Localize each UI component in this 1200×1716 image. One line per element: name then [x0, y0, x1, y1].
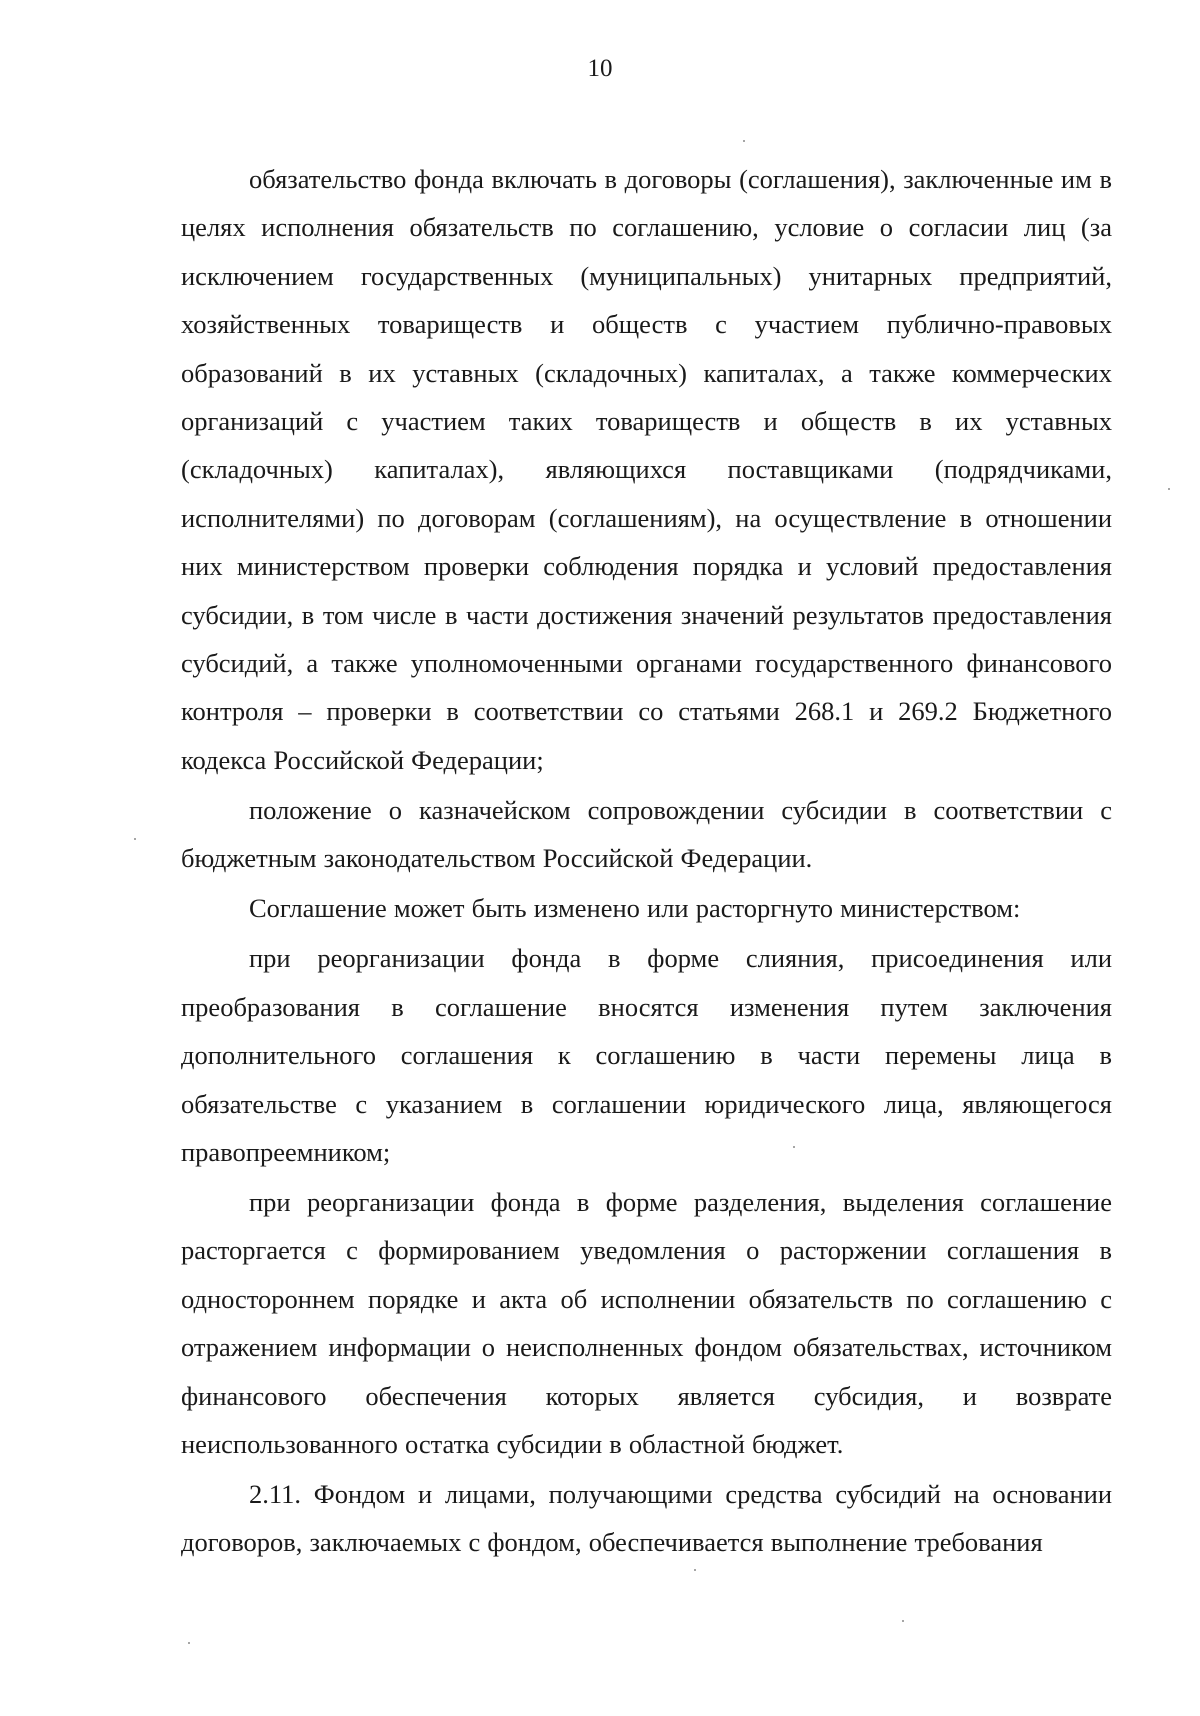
paragraph-agreement-change: Соглашение может быть изменено или расторгнуто министерством:: [249, 893, 1021, 924]
scan-speck: [188, 1642, 190, 1644]
scan-speck: [134, 838, 136, 840]
scan-speck: [1168, 488, 1170, 490]
page-number: 10: [587, 55, 613, 82]
scan-speck: [793, 1146, 795, 1148]
scan-speck: [902, 1620, 904, 1622]
paragraph-division-reorganization: при реорганизации фонда в форме разделения, выделения соглашение расторгается с формированием уведомления о расторжении соглашения в одностороннем порядке и акта об исполнении обязательств по соглашению с отражением информации о неисполненных фондом обязательствах, источником финансового обеспечения которых является субсидия, и возврате неиспользованного остатка субсидии в областной бюджет.: [181, 1186, 1112, 1459]
document-body: [181, 155, 1112, 1568]
paragraph-treasury-support: положение о казначейском сопровождении субсидии в соответствии с бюджетным законодательством Российской Федерации.: [181, 794, 1112, 874]
paragraph-fund-obligation: обязательство фонда включать в договоры (соглашения), заключенные им в целях исполнения обязательств по соглашению, условие о согласии лиц (за исключением государственных (муниципальных) унитарных предприятий, хозяйственных товариществ и обществ с участием публично-правовых образований в их уставных (складочных) капиталах, а также коммерческих организаций с участием таких товариществ и обществ в их уставных (складочных) капиталах), являющихся поставщиками (подрядчиками, исполнителями) по договорам (соглашениям), на осуществление в отношении них министерством проверки соблюдения порядка и условий предоставления субсидии, в том числе в части достижения значений результатов предоставления субсидий, а также уполномоченными органами государственного финансового контроля – проверки в соответствии со статьями 268.1 и 269.2 Бюджетного кодекса Российской Федерации;: [181, 164, 1112, 775]
paragraph-merger-reorganization: при реорганизации фонда в форме слияния, присоединения или преобразования в соглашение вносятся изменения путем заключения дополнительного соглашения к соглашению в части перемены лица в обязательстве с указанием в соглашении юридического лица, являющегося правопреемником;: [181, 943, 1112, 1167]
scan-speck: [694, 1569, 696, 1571]
scan-speck: [743, 140, 745, 142]
paragraph-section-2-11: 2.11. Фондом и лицами, получающими средства субсидий на основании договоров, заключаемых с фондом, обеспечивается выполнение требования: [181, 1478, 1112, 1558]
